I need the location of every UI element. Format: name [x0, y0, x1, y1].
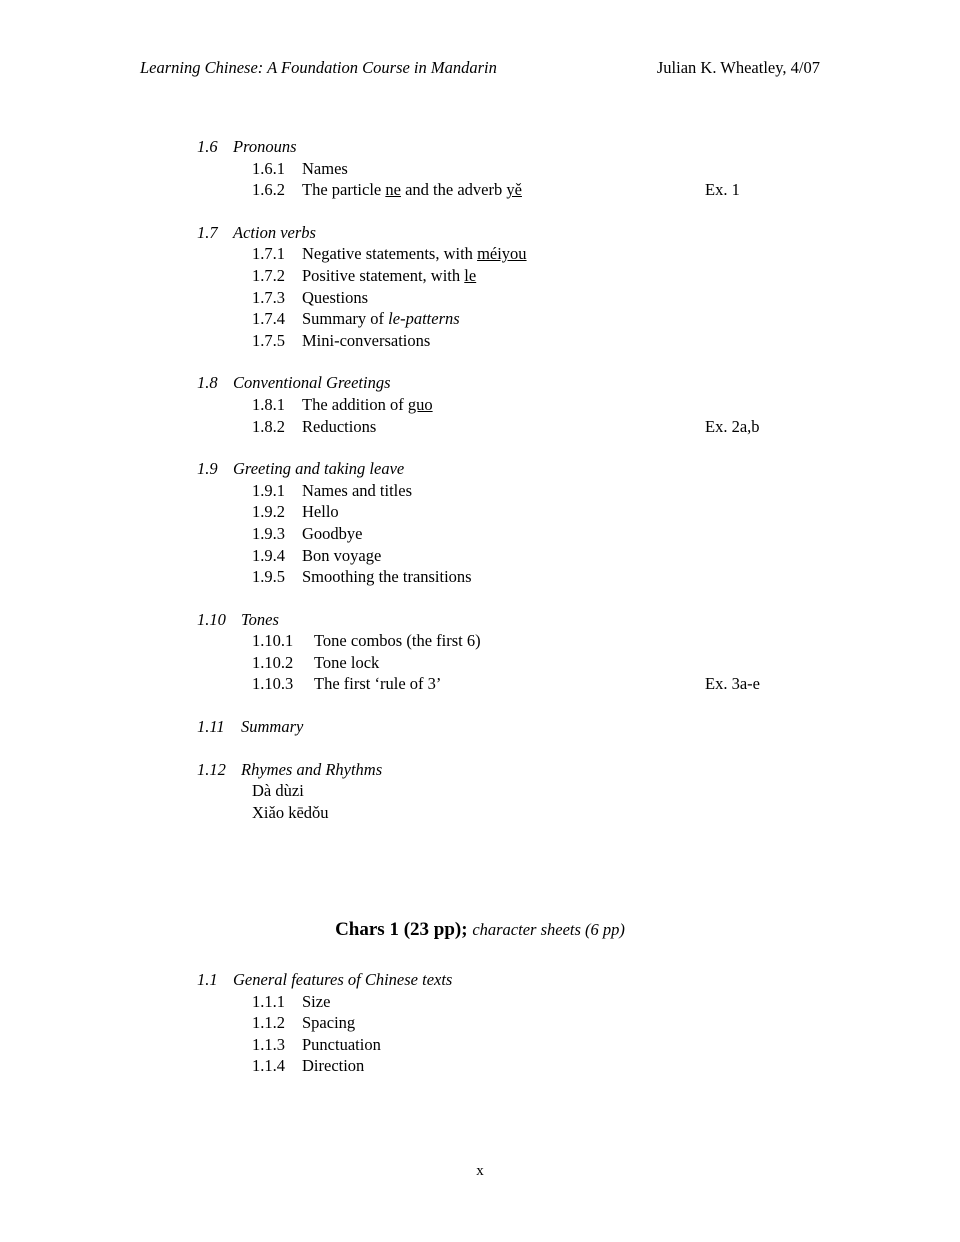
- toc-subsection-row[interactable]: [0, 545, 960, 567]
- toc-subsection-row[interactable]: [0, 287, 960, 309]
- toc-subsection-label: The particle ne and the adverb yě: [302, 180, 522, 200]
- toc-rhyme-row: [0, 780, 960, 802]
- toc-rhyme-title: Dà dùzi: [252, 781, 304, 801]
- toc-subsection-row[interactable]: [0, 566, 960, 588]
- toc-subsection-label: Tone combos (the first 6): [314, 631, 481, 651]
- toc-subsection-number: 1.8.2: [252, 416, 285, 436]
- toc-rhyme-row: [0, 802, 960, 824]
- emphasis-term: le-patterns: [388, 309, 460, 329]
- toc-section-number: 1.12: [197, 759, 226, 779]
- toc-section-number: 1.8: [197, 373, 218, 393]
- toc-rhyme-title: Xiǎo kēdǒu: [252, 802, 329, 822]
- toc-section-group: [0, 372, 960, 437]
- toc-subsection-number: 1.9.5: [252, 567, 285, 587]
- table-of-contents-part-1: [0, 136, 960, 823]
- toc-section-title: Conventional Greetings: [233, 373, 391, 393]
- toc-subsection-row[interactable]: [0, 394, 960, 416]
- toc-subsection-label: Goodbye: [302, 523, 363, 543]
- toc-subsection-row[interactable]: [0, 1012, 960, 1034]
- pinyin-term: yě: [506, 180, 522, 200]
- toc-subsection-label: Tone lock: [314, 652, 380, 672]
- chapter-heading-title: Chars 1 (23 pp);: [335, 919, 468, 940]
- toc-subsection-row[interactable]: [0, 630, 960, 652]
- toc-subsection-number: 1.7.1: [252, 244, 285, 264]
- page-number: x: [476, 1163, 484, 1179]
- toc-section-row[interactable]: [0, 609, 960, 631]
- toc-subsection-label: Punctuation: [302, 1034, 381, 1054]
- toc-subsection-label: Spacing: [302, 1013, 356, 1033]
- toc-subsection-number: 1.7.2: [252, 265, 285, 285]
- toc-section-group: [0, 458, 960, 588]
- toc-subsection-number: 1.6.1: [252, 158, 285, 178]
- toc-subsection-label: Mini-conversations: [302, 330, 431, 350]
- pinyin-term: guo: [407, 394, 433, 414]
- toc-subsection-number: 1.1.2: [252, 1013, 285, 1033]
- toc-subsection-row[interactable]: [0, 523, 960, 545]
- toc-section-title: Tones: [241, 609, 279, 629]
- toc-subsection-row[interactable]: [0, 179, 960, 201]
- toc-section-group: [0, 136, 960, 201]
- toc-subsection-label: Positive statement, with le: [302, 265, 477, 285]
- toc-subsection-label: Size: [302, 991, 331, 1011]
- toc-section-row[interactable]: [0, 716, 960, 738]
- toc-section-title: General features of Chinese texts: [233, 970, 453, 989]
- toc-section-row[interactable]: [0, 969, 960, 991]
- toc-subsection-number: 1.9.2: [252, 502, 285, 522]
- toc-subsection-label: Bon voyage: [302, 545, 382, 565]
- exercise-reference: Ex. 3a-e: [705, 674, 760, 694]
- toc-subsection-row[interactable]: [0, 243, 960, 265]
- toc-section-group: [0, 716, 960, 738]
- toc-subsection-row[interactable]: [0, 158, 960, 180]
- toc-subsection-label: The first ‘rule of 3’: [314, 674, 442, 694]
- pinyin-term: ne: [385, 180, 401, 200]
- toc-subsection-row[interactable]: [0, 1055, 960, 1077]
- toc-section-number: 1.10: [197, 609, 226, 629]
- chapter-heading-subtitle: character sheets (6 pp): [472, 920, 625, 939]
- toc-subsection-label: Names: [302, 158, 348, 178]
- toc-subsection-label: Negative statements, with méiyou: [302, 244, 527, 264]
- toc-subsection-row[interactable]: [0, 416, 960, 438]
- toc-section-number: 1.11: [197, 717, 225, 737]
- toc-subsection-row[interactable]: [0, 308, 960, 330]
- toc-section-title: Rhymes and Rhythms: [241, 759, 383, 779]
- toc-subsection-number: 1.8.1: [252, 394, 285, 414]
- toc-subsection-label: Summary of le-patterns: [302, 309, 460, 329]
- exercise-reference: Ex. 1: [705, 180, 740, 200]
- toc-subsection-number: 1.9.3: [252, 523, 285, 543]
- pinyin-term: le: [464, 265, 477, 285]
- toc-section-row[interactable]: [0, 222, 960, 244]
- toc-section-title: Summary: [241, 717, 304, 737]
- toc-subsection-row[interactable]: [0, 265, 960, 287]
- toc-subsection-number: 1.7.5: [252, 330, 285, 350]
- toc-subsection-number: 1.10.3: [252, 674, 294, 694]
- toc-section-number: 1.1: [197, 970, 218, 989]
- toc-section-title: Action verbs: [233, 222, 316, 242]
- toc-subsection-row[interactable]: [0, 1034, 960, 1056]
- toc-subsection-row[interactable]: [0, 652, 960, 674]
- toc-section-number: 1.6: [197, 137, 218, 156]
- toc-subsection-label: Questions: [302, 287, 368, 307]
- toc-subsection-number: 1.1.1: [252, 991, 285, 1011]
- toc-subsection-label: Smoothing the transitions: [302, 567, 472, 587]
- toc-section-row[interactable]: [0, 372, 960, 394]
- pinyin-term: méiyou: [477, 244, 527, 264]
- toc-subsection-number: 1.1.3: [252, 1034, 285, 1054]
- toc-section-row[interactable]: [0, 458, 960, 480]
- toc-subsection-label: Direction: [302, 1056, 365, 1076]
- toc-subsection-number: 1.6.2: [252, 180, 285, 200]
- header-document-title: Learning Chinese: A Foundation Course in Mandarin: [140, 58, 497, 77]
- toc-section-group: [0, 759, 960, 824]
- toc-subsection-number: 1.7.3: [252, 287, 285, 307]
- table-of-contents-part-2: [0, 969, 960, 1077]
- toc-subsection-number: 1.7.4: [252, 309, 285, 329]
- toc-subsection-row[interactable]: [0, 330, 960, 352]
- toc-section-row[interactable]: [0, 136, 960, 158]
- toc-section-group: [0, 609, 960, 695]
- toc-subsection-number: 1.10.1: [252, 631, 294, 651]
- toc-subsection-label: Names and titles: [302, 480, 412, 500]
- toc-section-number: 1.7: [197, 222, 218, 242]
- toc-subsection-number: 1.1.4: [252, 1056, 285, 1076]
- toc-subsection-row[interactable]: [0, 480, 960, 502]
- toc-subsection-number: 1.10.2: [252, 652, 294, 672]
- toc-subsection-row[interactable]: [0, 501, 960, 523]
- toc-subsection-label: Hello: [302, 502, 339, 522]
- toc-subsection-row[interactable]: [0, 991, 960, 1013]
- header-author-date: Julian K. Wheatley, 4/07: [656, 58, 820, 77]
- toc-section-group: [0, 969, 960, 1077]
- toc-section-group: [0, 222, 960, 352]
- toc-subsection-number: 1.9.4: [252, 545, 285, 565]
- toc-subsection-row[interactable]: [0, 673, 960, 695]
- toc-subsection-label: Reductions: [302, 416, 377, 436]
- toc-section-number: 1.9: [197, 459, 218, 479]
- running-header: [140, 58, 820, 78]
- toc-section-row[interactable]: [0, 759, 960, 781]
- exercise-reference: Ex. 2a,b: [705, 416, 760, 436]
- chapter-heading: [0, 918, 960, 942]
- toc-subsection-label: The addition of guo: [302, 394, 433, 414]
- toc-section-title: Pronouns: [233, 137, 297, 156]
- toc-subsection-number: 1.9.1: [252, 480, 285, 500]
- toc-section-title: Greeting and taking leave: [233, 459, 405, 479]
